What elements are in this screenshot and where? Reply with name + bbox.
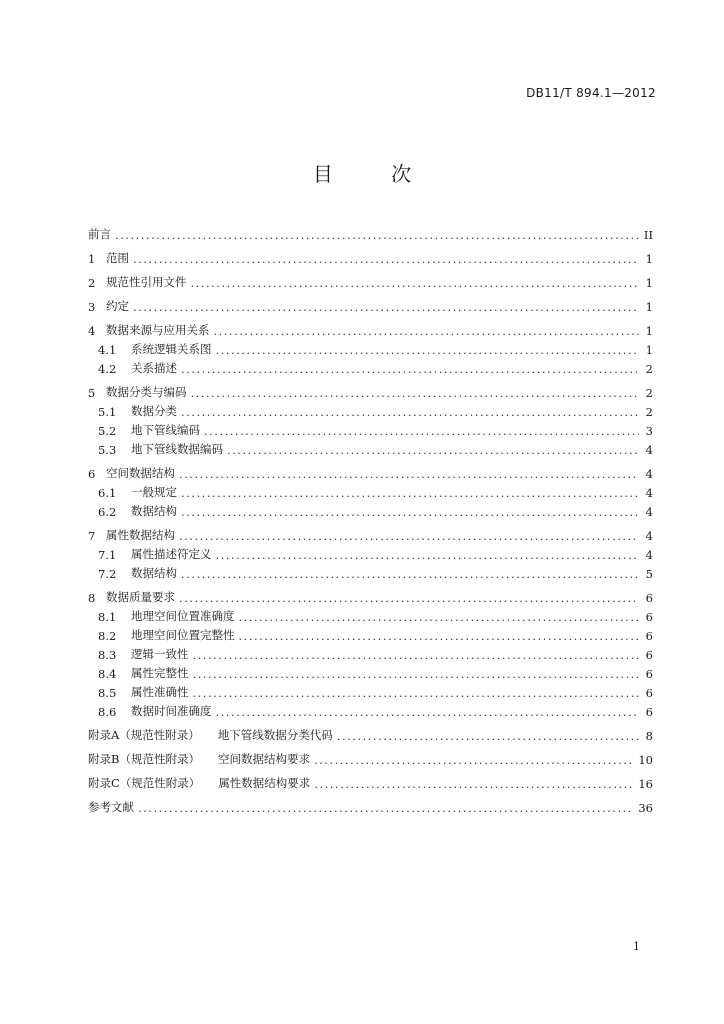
toc-entry-number: 4.2 [98, 362, 117, 376]
toc-leader-dots [191, 276, 640, 290]
toc-entry-page: 6 [645, 591, 653, 605]
toc-leader-dots [239, 610, 640, 624]
toc-leader-dots [239, 629, 640, 643]
toc-entry-page: 2 [645, 362, 653, 376]
toc-entry-label: 属性描述符定义 [131, 547, 212, 561]
toc-entry[interactable] [88, 581, 653, 605]
toc-entry-page: 6 [645, 610, 653, 624]
toc-entry-page: 4 [645, 505, 653, 519]
toc-entry-page: 4 [645, 486, 653, 500]
toc-entry-page: 1 [645, 276, 653, 290]
toc-entry-number: 附录C（规范性附录） [88, 776, 201, 790]
toc-entry[interactable] [88, 743, 653, 767]
toc-entry[interactable] [88, 500, 653, 519]
toc-entry-label: 约定 [106, 299, 129, 313]
toc-entry[interactable] [88, 791, 653, 815]
toc-entry[interactable] [88, 376, 653, 400]
toc-entry-number: 6.2 [98, 505, 117, 519]
toc-entry-number: 8.1 [98, 610, 117, 624]
toc-entry-label: 地理空间位置准确度 [131, 609, 235, 623]
toc-entry-page: 5 [645, 567, 653, 581]
toc-leader-dots [138, 801, 634, 815]
toc-entry-label: 参考文献 [88, 800, 134, 814]
toc-leader-dots [204, 424, 639, 438]
toc-entry-number: 7.2 [98, 567, 117, 581]
toc-entry-label: 范围 [106, 251, 129, 265]
toc-entry-page: 2 [645, 405, 653, 419]
toc-entry-label: 属性完整性 [131, 666, 189, 680]
toc-entry-page: 4 [645, 548, 653, 562]
toc-entry-label: 前言 [88, 227, 111, 241]
toc-entry-label: 属性数据结构要求 [218, 776, 311, 790]
toc-entry-label: 规范性引用文件 [106, 275, 187, 289]
toc-entry-page: 4 [645, 467, 653, 481]
toc-entry-page: 6 [645, 705, 653, 719]
toc-leader-dots [191, 386, 640, 400]
toc-leader-dots [181, 486, 639, 500]
toc-entry-page: 1 [645, 300, 653, 314]
toc-entry-number: 6.1 [98, 486, 117, 500]
toc-leader-dots [216, 343, 640, 357]
toc-entry[interactable] [88, 218, 653, 242]
toc-entry-number: 4.1 [98, 343, 117, 357]
toc-entry-page: 3 [645, 424, 653, 438]
toc-entry-label: 属性准确性 [131, 685, 189, 699]
toc-leader-dots [133, 300, 639, 314]
toc-leader-dots [314, 777, 634, 791]
toc-entry-number: 8.5 [98, 686, 117, 700]
toc-entry[interactable] [88, 681, 653, 700]
toc-entry-page: 10 [638, 753, 653, 767]
toc-leader-dots [227, 443, 639, 457]
toc-entry[interactable] [88, 719, 653, 743]
toc-entry[interactable] [88, 290, 653, 314]
toc-entry-page: II [643, 228, 653, 242]
toc-entry[interactable] [88, 700, 653, 719]
toc-entry-number: 8 [88, 591, 96, 605]
toc-entry-number: 附录B（规范性附录） [88, 752, 200, 766]
toc-entry-number: 4 [88, 324, 96, 338]
toc-entry-label: 数据质量要求 [106, 590, 175, 604]
toc-entry-page: 36 [638, 801, 653, 815]
toc-entry[interactable] [88, 419, 653, 438]
toc-leader-dots [133, 252, 639, 266]
toc-leader-dots [214, 324, 640, 338]
toc-entry[interactable] [88, 242, 653, 266]
toc-entry-label: 空间数据结构 [106, 466, 175, 480]
toc-entry-number: 5.2 [98, 424, 117, 438]
toc-leader-dots [179, 529, 639, 543]
toc-entry[interactable] [88, 314, 653, 338]
toc-leader-dots [193, 648, 640, 662]
toc-entry-number: 2 [88, 276, 96, 290]
toc-entry[interactable] [88, 643, 653, 662]
toc-entry-label: 数据结构 [131, 504, 177, 518]
toc-entry-number: 5 [88, 386, 96, 400]
toc-entry-page: 6 [645, 686, 653, 700]
toc-entry[interactable] [88, 562, 653, 581]
toc-entry[interactable] [88, 400, 653, 419]
toc-leader-dots [181, 567, 639, 581]
toc-entry-number: 8.2 [98, 629, 117, 643]
toc-entry[interactable] [88, 338, 653, 357]
toc-leader-dots [193, 667, 640, 681]
toc-entry-label: 地下管线数据编码 [131, 442, 223, 456]
toc-entry-label: 属性数据结构 [106, 528, 175, 542]
toc-entry[interactable] [88, 624, 653, 643]
toc-leader-dots [216, 705, 640, 719]
toc-leader-dots [181, 362, 639, 376]
toc-entry-number: 6 [88, 467, 96, 481]
toc-entry-number: 3 [88, 300, 96, 314]
toc-entry-number: 8.6 [98, 705, 117, 719]
toc-leader-dots [181, 505, 639, 519]
toc-entry-label: 地下管线数据分类代码 [217, 728, 333, 742]
toc-entry-page: 4 [645, 529, 653, 543]
toc-entry-page: 4 [645, 443, 653, 457]
toc-entry-label: 空间数据结构要求 [217, 752, 310, 766]
toc-entry[interactable] [88, 543, 653, 562]
toc-leader-dots [115, 228, 639, 242]
toc-entry-page: 16 [638, 777, 653, 791]
toc-entry-label: 关系描述 [131, 361, 177, 375]
toc-entry-page: 6 [645, 648, 653, 662]
toc-entry-number: 7 [88, 529, 96, 543]
toc-leader-dots [314, 753, 634, 767]
toc-entry-label: 地下管线编码 [131, 423, 200, 437]
toc-entry-number: 1 [88, 252, 96, 266]
toc-leader-dots [179, 591, 639, 605]
toc-entry-label: 一般规定 [131, 485, 177, 499]
toc-entry[interactable] [88, 767, 653, 791]
toc-entry[interactable] [88, 357, 653, 376]
table-of-contents [88, 218, 653, 815]
toc-leader-dots [216, 548, 640, 562]
toc-entry-page: 1 [645, 343, 653, 357]
toc-leader-dots [337, 729, 639, 743]
toc-leader-dots [181, 405, 639, 419]
standard-code: DB11/T 894.1—2012 [526, 86, 656, 100]
toc-entry-page: 2 [645, 386, 653, 400]
toc-entry-label: 地理空间位置完整性 [131, 628, 235, 642]
toc-entry[interactable] [88, 519, 653, 543]
toc-entry-label: 逻辑一致性 [131, 647, 189, 661]
toc-entry[interactable] [88, 605, 653, 624]
page-number: 1 [633, 940, 640, 953]
toc-entry-number: 5.3 [98, 443, 117, 457]
toc-entry-number: 5.1 [98, 405, 117, 419]
toc-entry-page: 8 [645, 729, 653, 743]
toc-entry-label: 数据结构 [131, 566, 177, 580]
toc-entry-number: 附录A（规范性附录） [88, 728, 200, 742]
toc-entry-label: 数据分类与编码 [106, 385, 187, 399]
toc-entry-label: 系统逻辑关系图 [131, 342, 212, 356]
toc-entry[interactable] [88, 438, 653, 457]
toc-entry-page: 6 [645, 629, 653, 643]
toc-entry[interactable] [88, 662, 653, 681]
toc-entry-page: 1 [645, 252, 653, 266]
toc-entry[interactable] [88, 266, 653, 290]
toc-entry-page: 6 [645, 667, 653, 681]
toc-entry-number: 8.3 [98, 648, 117, 662]
toc-entry-number: 8.4 [98, 667, 117, 681]
toc-entry-page: 1 [645, 324, 653, 338]
page-title: 目 次 [312, 162, 438, 186]
toc-leader-dots [179, 467, 639, 481]
toc-entry[interactable] [88, 457, 653, 481]
toc-entry-number: 7.1 [98, 548, 117, 562]
toc-entry-label: 数据时间准确度 [131, 704, 212, 718]
toc-leader-dots [193, 686, 640, 700]
toc-entry-label: 数据来源与应用关系 [106, 323, 210, 337]
toc-entry-label: 数据分类 [131, 404, 177, 418]
toc-entry[interactable] [88, 481, 653, 500]
